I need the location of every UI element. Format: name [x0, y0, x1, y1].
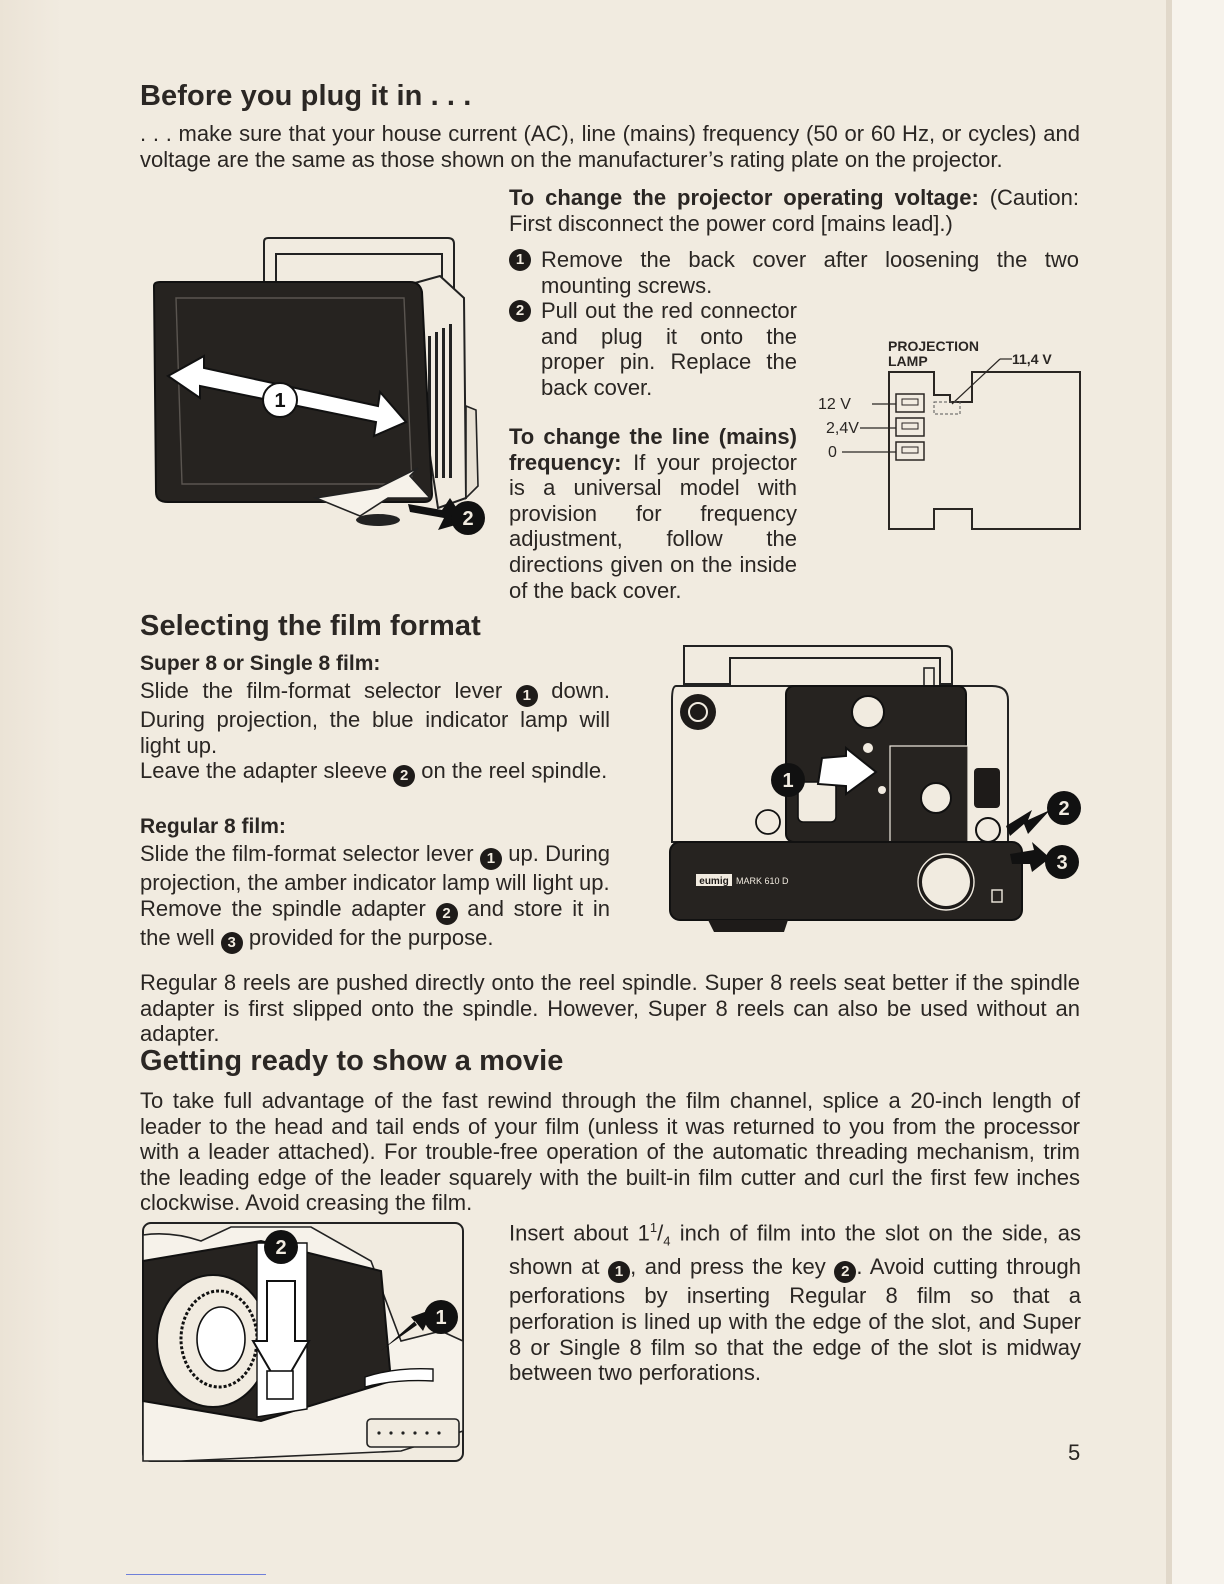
- frequency-paragraph: [509, 424, 797, 603]
- page-number: 5: [1068, 1440, 1081, 1465]
- callout-2-text: 2: [462, 508, 474, 530]
- getting-ready-paragraph: To take full advantage of the fast rewind through the film channel, splice a 20-inch length of leader to the head and tail ends of your film (unless it was returned to you from the processor with a leader attached). For trouble-free operation of the automatic threading mechanism, trim the leading edge of the leader squarely with the built-in film cutter and curl the first few inches clockwise. Avoid creasing the film.: [140, 1088, 1080, 1216]
- regular8-p1-text-b: up. During projection, the amber indicator lamp will light up.: [140, 841, 610, 895]
- step-1-text: Remove the back cover after loosening the two mounting screws.: [541, 247, 1079, 298]
- intro-paragraph: . . . make sure that your house current (AC), line (mains) frequency (50 or 60 Hz, or cycles) and voltage are the same as those shown on the manufacturer’s rating plate on the projector.: [140, 121, 1080, 172]
- step-number-1: 1: [509, 249, 531, 271]
- frequency-lead: To change the line (mains) frequency:: [509, 424, 797, 475]
- link-underline: [126, 1574, 266, 1575]
- step-number-2: 2: [509, 300, 531, 322]
- step-2-text: Pull out the red connector and plug it onto the proper pin. Replace the back cover.: [541, 298, 797, 400]
- super8-paragraph-1: [140, 678, 610, 758]
- frequency-rest: If your projector is a universal model with provision for frequency adjustment, follow the directions given on the inside of the back cover.: [509, 449, 797, 603]
- reels-paragraph: Regular 8 reels are pushed directly onto the reel spindle. Super 8 reels seat better if the spindle adapter is first slipped onto the spindle. However, Super 8 reels can also be used without an adapter.: [140, 970, 1080, 1047]
- callout-1-text: 1: [274, 390, 286, 412]
- front-callout-1: 1: [782, 770, 794, 792]
- voltage-diagram: [812, 332, 1087, 537]
- insert-text-d: . Avoid cutting through perforations by inserting Regular 8 film so that a perforation is lined up with the edge of the slot, and Super 8 or Single 8 film so that the edge of the slot is midway between two perforations.: [509, 1254, 1082, 1386]
- regular8-p2-text-c: provided for the purpose.: [242, 924, 494, 950]
- regular8-heading: Regular 8 film:: [140, 815, 286, 838]
- insert-film-paragraph: Insert about $1^1/_4$ inch of film into the slot on the side, as shown at 1 , and press the key 2 . Avoid cutting through perforations by inserting Regular 8 film so that a perforation is lined up with the edge of the slot, and Super 8 or Single 8 film so that the edge of the slot is midway between two perforations.: [509, 1220, 1082, 1386]
- insert-callout-2: 2: [275, 1237, 287, 1259]
- model-badge: MARK 610 D: [736, 876, 789, 886]
- super8-p1-text-a: Slide the film-format selector lever: [140, 678, 516, 703]
- brand-badge: eumig: [699, 876, 729, 887]
- front-callout-2: 2: [1058, 798, 1070, 820]
- super8-heading: Super 8 or Single 8 film:: [140, 652, 381, 675]
- heading-film-format: Selecting the film format: [140, 610, 481, 642]
- insert-text-c: , and press the key: [630, 1254, 835, 1280]
- lamp-label-1: PROJECTION: [888, 338, 980, 354]
- voltage-step-1: [509, 247, 1079, 298]
- regular8-p1-text-a: Slide the film-format selector lever: [140, 841, 480, 866]
- fraction-numerator: 1: [649, 1220, 658, 1235]
- voltage-paragraph: [509, 185, 1079, 236]
- front-callout-3: 3: [1056, 852, 1068, 874]
- projector-front-illustration: [662, 640, 1082, 945]
- lamp-voltage-label: 11,4 V: [1012, 351, 1052, 367]
- voltage-0: 0: [828, 444, 837, 461]
- page-shadow: [0, 0, 62, 1584]
- regular8-block: [140, 815, 610, 954]
- regular8-paragraph-2: [140, 896, 610, 954]
- voltage-lead: To change the projector operating voltage:: [509, 185, 979, 210]
- super8-p1-text-b: down. During projection, the blue indicator lamp will light up.: [140, 678, 611, 758]
- key-number: 2: [834, 1261, 856, 1283]
- film-insertion-illustration: [141, 1221, 467, 1465]
- insert-text-b: inch of film into the slot on the side, as shown at: [509, 1220, 1082, 1280]
- heading-getting-ready: Getting ready to show a movie: [140, 1045, 564, 1077]
- insert-callout-1: 1: [435, 1307, 447, 1329]
- voltage-12: 12 V: [818, 396, 851, 413]
- projector-case-illustration: [148, 236, 490, 536]
- super8-block: [140, 652, 610, 787]
- regular8-p2-text-b: and store it in the well: [140, 895, 610, 950]
- adapter-number: 2: [436, 903, 458, 925]
- super8-p2-text-b: on the reel spindle.: [415, 758, 608, 784]
- insert-text-a: Insert about 1: [509, 1220, 650, 1246]
- lever-number-2: 1: [480, 848, 502, 870]
- regular8-p2-text-a: Remove the spindle adapter: [140, 895, 436, 921]
- page-margin: [1172, 0, 1224, 1584]
- lever-number: 1: [516, 685, 538, 707]
- super8-paragraph-2: [140, 758, 610, 787]
- voltage-step-2: [509, 298, 797, 400]
- lamp-label-2: LAMP: [888, 353, 928, 369]
- regular8-paragraph-1: [140, 841, 610, 896]
- well-number: 3: [221, 932, 243, 954]
- voltage-lead-rest: (Caution: First disconnect the power cord [mains lead].): [509, 185, 1079, 236]
- slot-number: 1: [608, 1261, 630, 1283]
- heading-before-plug: Before you plug it in . . .: [140, 80, 472, 112]
- super8-p2-text-a: Leave the adapter sleeve: [140, 758, 394, 784]
- sleeve-number: 2: [393, 765, 415, 787]
- voltage-2-4: 2,4V: [826, 420, 859, 437]
- fraction-denominator: 4: [663, 1233, 671, 1249]
